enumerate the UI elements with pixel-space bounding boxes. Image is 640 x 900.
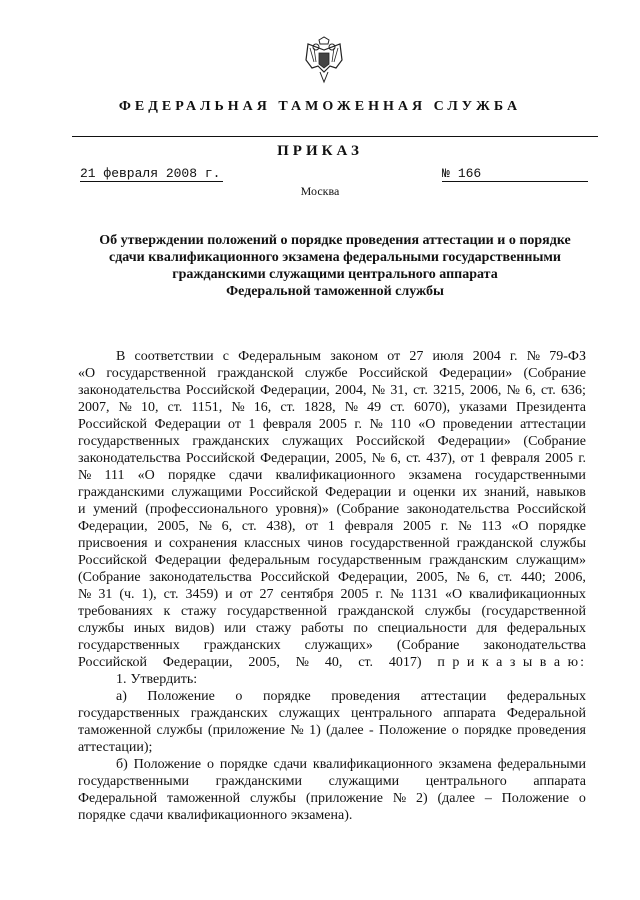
body-word: 4017) xyxy=(388,655,422,670)
body-word: Положение xyxy=(147,689,215,704)
body-word: законом xyxy=(330,349,379,364)
body-word: работы xyxy=(300,621,344,636)
body-word: 1. xyxy=(116,672,127,687)
body-word: Российской xyxy=(355,434,425,449)
body-word: № xyxy=(290,723,304,738)
body-line xyxy=(78,586,586,603)
body-word: от xyxy=(387,349,401,364)
body-word: 438), xyxy=(266,519,296,534)
body-word: порядке xyxy=(538,519,586,534)
body-line xyxy=(78,365,586,382)
body-word: 2005, xyxy=(416,570,448,585)
body-word: службы xyxy=(249,791,296,806)
body-word: (Собрание xyxy=(523,366,586,381)
body-word: Президента xyxy=(516,400,586,415)
body-word: Федерации» xyxy=(439,366,513,381)
body-text xyxy=(78,348,586,824)
body-line xyxy=(78,637,586,654)
body-word: порядке xyxy=(219,757,268,772)
body-word: 27 xyxy=(259,587,274,602)
body-word: порядке xyxy=(464,723,512,738)
body-line xyxy=(78,399,586,416)
body-word: 113 xyxy=(481,519,502,534)
body-word: 111 xyxy=(104,468,125,483)
order-title: ПРИКАЗ xyxy=(277,143,363,159)
body-word: навыков xyxy=(536,485,586,500)
body-word: о xyxy=(578,791,586,806)
body-word: (государственной xyxy=(481,604,586,619)
body-word: 31 xyxy=(98,587,113,602)
body-word: по xyxy=(353,621,368,636)
body-word: Федеральной xyxy=(78,791,158,806)
body-word: 2005 xyxy=(403,519,432,534)
body-word: Федерации xyxy=(154,553,222,568)
body-word: для xyxy=(476,621,498,636)
body-word: сдачи xyxy=(228,468,263,483)
body-word: порядке xyxy=(262,689,311,704)
body-word: 79-ФЗ xyxy=(549,349,586,364)
body-word: аттестации xyxy=(520,417,586,432)
body-word: гражданскими xyxy=(215,774,302,789)
body-word: 2004, xyxy=(334,383,367,398)
body-word: иных xyxy=(133,621,166,636)
body-word: «О xyxy=(418,417,436,432)
body-word: 2004 xyxy=(472,349,501,364)
body-word: а) xyxy=(116,689,127,704)
body-word: 6, xyxy=(525,383,536,398)
body-word: экзамена xyxy=(408,468,462,483)
body-word: Федерации, xyxy=(260,451,330,466)
title-line: Федеральной таможенной службы xyxy=(226,284,444,299)
body-line xyxy=(78,688,586,705)
body-word: № xyxy=(458,519,472,534)
body-word: квалификационного xyxy=(275,468,396,483)
body-line xyxy=(78,535,586,552)
body-word: ст. xyxy=(540,383,556,398)
body-word: Федерации xyxy=(325,485,392,500)
body-word: № xyxy=(526,349,541,364)
body-word: (Собрание xyxy=(523,434,586,449)
body-word: гражданских xyxy=(190,706,268,721)
body-word: Российской xyxy=(358,366,428,381)
body-word: Утвердить: xyxy=(130,672,198,687)
body-word: 437), xyxy=(426,451,456,466)
body-word: стажу xyxy=(181,604,217,619)
order-number: 166 xyxy=(457,166,482,181)
body-word: специальности xyxy=(377,621,467,636)
body-word: 1131 xyxy=(410,587,438,602)
body-word: знаний, xyxy=(484,485,530,500)
body-word: г. xyxy=(509,349,518,364)
body-word: аппарата xyxy=(533,774,586,789)
body-word: ст. xyxy=(280,400,296,415)
body-word: умений xyxy=(93,502,138,517)
body-line xyxy=(78,518,586,535)
body-word: 16, xyxy=(253,400,272,415)
body-line xyxy=(78,722,586,739)
body-word: 1) xyxy=(309,723,321,738)
body-word: 1 xyxy=(478,451,486,466)
body-word: № xyxy=(456,570,470,585)
body-word: служащими xyxy=(171,485,242,500)
body-word: к xyxy=(163,604,171,619)
body-word: (приложение xyxy=(305,791,383,806)
body-word: государственной xyxy=(349,536,450,551)
body-word: ст. xyxy=(241,519,257,534)
body-line xyxy=(78,603,586,620)
body-word: № xyxy=(371,451,386,466)
body-word: ст. xyxy=(406,451,421,466)
order-city: Москва xyxy=(300,184,340,198)
body-word: г. xyxy=(354,417,363,432)
body-word: сдачи xyxy=(273,757,308,772)
header-divider xyxy=(72,136,598,137)
body-word: аттестации); xyxy=(78,740,153,755)
body-word: № xyxy=(118,400,132,415)
body-word: и xyxy=(78,502,86,517)
body-word: февраля xyxy=(491,451,540,466)
body-word: с xyxy=(222,349,229,364)
body-line xyxy=(78,739,586,756)
document-title xyxy=(90,232,580,300)
body-word: федеральным xyxy=(228,553,310,568)
body-word: гражданскими xyxy=(78,485,165,500)
body-word: служащих xyxy=(278,706,340,721)
body-line xyxy=(78,484,586,501)
body-word: г. xyxy=(578,451,586,466)
body-line xyxy=(78,790,586,807)
title-line: сдачи квалификационного экзамена федеральными государственными xyxy=(109,250,561,265)
body-word: и xyxy=(225,587,233,602)
body-line xyxy=(78,654,586,671)
body-word: от xyxy=(239,587,253,602)
body-word: Российской xyxy=(249,485,319,500)
body-word: 1151, xyxy=(191,400,223,415)
body-word: Российской xyxy=(78,553,147,568)
body-line xyxy=(78,416,586,433)
body-word: 1 xyxy=(327,519,335,534)
body-word: квалификационного xyxy=(312,757,433,772)
body-word: 2006, xyxy=(469,383,502,398)
body-word: аппарата xyxy=(443,706,496,721)
body-word: государственной xyxy=(227,604,327,619)
body-word: 3215, xyxy=(433,383,465,398)
body-word: от xyxy=(460,451,474,466)
body-word: соответствии xyxy=(134,349,214,364)
body-word: № xyxy=(392,791,407,806)
body-line xyxy=(78,450,586,467)
body-word: № xyxy=(371,383,386,398)
body-word: – xyxy=(484,791,492,806)
body-word: 2005, xyxy=(335,451,367,466)
body-word: сентября xyxy=(280,587,334,602)
body-word: или xyxy=(224,621,247,636)
body-word: Федерации» xyxy=(437,434,511,449)
body-word: Российской xyxy=(260,570,330,585)
body-word: г. xyxy=(440,519,449,534)
body-word: (далее xyxy=(326,723,364,738)
body-word: гражданским xyxy=(429,553,509,568)
body-line xyxy=(78,348,586,365)
body-word: государственной xyxy=(106,366,207,381)
body-line xyxy=(78,501,586,518)
body-word: № xyxy=(506,383,520,398)
body-line xyxy=(78,467,586,484)
body-word: 1), xyxy=(141,587,157,602)
body-word: их xyxy=(462,485,478,500)
body-word: 636; xyxy=(560,383,586,398)
body-word: 2005 xyxy=(318,417,347,432)
body-word: февраля xyxy=(344,519,394,534)
body-word: проведения xyxy=(331,689,401,704)
body-word: гражданских xyxy=(192,434,270,449)
body-word: законодательства xyxy=(483,638,586,653)
body-word: 3459) xyxy=(185,587,219,602)
body-word: (Собрание xyxy=(78,570,141,585)
body-word: центрального xyxy=(425,774,507,789)
body-word: 2006, xyxy=(554,570,586,585)
body-line xyxy=(78,433,586,450)
body-word: № xyxy=(344,400,359,415)
body-word: аттестации xyxy=(420,689,487,704)
body-word: государственными xyxy=(78,774,190,789)
body-word: законодательства xyxy=(406,502,510,517)
agency-name: ФЕДЕРАЛЬНАЯ ТАМОЖЕННАЯ СЛУЖБА xyxy=(118,99,522,114)
body-word: государственных xyxy=(78,706,180,721)
body-word: служащим» xyxy=(515,553,586,568)
body-word: экзамена xyxy=(438,757,492,772)
body-word: б) xyxy=(116,757,128,772)
body-word: 49 xyxy=(367,400,382,415)
body-word: квалификационных xyxy=(469,587,586,602)
body-word: проведения xyxy=(517,723,586,738)
body-word: «О xyxy=(78,366,96,381)
body-word: оценки xyxy=(412,485,456,500)
body-word: от xyxy=(228,417,241,432)
body-word: Российской xyxy=(78,655,147,670)
body-word: присвоения xyxy=(78,536,148,551)
body-word: гражданской xyxy=(337,604,414,619)
body-word: «О xyxy=(511,519,529,534)
body-word: Федеральной xyxy=(506,706,586,721)
body-word: (приложение xyxy=(207,723,286,738)
body-word: 10, xyxy=(140,400,159,415)
body-word: 2005, xyxy=(157,519,189,534)
body-word: службе xyxy=(304,366,348,381)
body-line xyxy=(78,773,586,790)
body-word: служащими xyxy=(328,774,400,789)
body-word: требованиях xyxy=(78,604,153,619)
body-word: о xyxy=(207,757,215,772)
body-line xyxy=(78,382,586,399)
body-word: 27 xyxy=(409,349,424,364)
body-word: 2007, xyxy=(78,400,110,415)
body-word: «О xyxy=(137,468,155,483)
body-word: (Собрание xyxy=(336,502,400,517)
body-word: ст. xyxy=(163,587,179,602)
body-word: порядке xyxy=(78,808,126,823)
body-word: № xyxy=(295,655,310,670)
body-word: Положение xyxy=(378,723,447,738)
body-word: г. xyxy=(375,587,384,602)
body-word: Федерации, xyxy=(338,570,408,585)
body-word: Российской xyxy=(78,417,147,432)
body-word: 2) xyxy=(415,791,428,806)
body-word: видов) xyxy=(174,621,215,636)
body-word: государственных xyxy=(78,638,180,653)
body-word: уровня)» xyxy=(275,502,329,517)
body-word: Федерации, xyxy=(78,519,148,534)
body-word: ст. xyxy=(413,383,428,398)
body-word: 1828, xyxy=(304,400,336,415)
body-word: (далее xyxy=(437,791,476,806)
body-word: В xyxy=(116,349,126,364)
body-word: 6, xyxy=(478,570,489,585)
body-word: федеральных xyxy=(506,689,586,704)
body-word: гражданской xyxy=(456,536,533,551)
body-word: службы xyxy=(539,536,586,551)
body-word: - xyxy=(368,723,374,738)
order-date: 21 февраля 2008 г. xyxy=(80,166,223,182)
body-line xyxy=(78,671,586,688)
body-word: № xyxy=(78,587,92,602)
body-word: служащих xyxy=(282,434,344,449)
body-word: сдачи xyxy=(129,808,164,823)
body-word: № xyxy=(198,519,212,534)
body-word: Российской xyxy=(185,451,255,466)
body-word: Положение xyxy=(501,791,570,806)
body-word: № xyxy=(231,400,245,415)
body-word: порядке xyxy=(167,468,216,483)
body-word: таможенной xyxy=(166,791,241,806)
body-word: ст. xyxy=(167,400,183,415)
body-word: 2005 xyxy=(340,587,369,602)
body-word: таможенной xyxy=(78,723,152,738)
body-word: службы xyxy=(424,604,471,619)
body-word: Федерации, xyxy=(162,655,233,670)
body-word: Российской xyxy=(516,502,586,517)
body-word: гражданских xyxy=(203,638,281,653)
body-word: квалификационного xyxy=(167,808,288,823)
body-word: «О xyxy=(444,587,463,602)
body-line xyxy=(78,620,586,637)
body-word: 6070), xyxy=(413,400,451,415)
body-word: стажу xyxy=(255,621,292,636)
body-word: Положение xyxy=(133,757,202,772)
emblem-icon xyxy=(304,36,344,84)
body-word: службы xyxy=(156,723,203,738)
body-word: указами xyxy=(459,400,508,415)
number-sign: № xyxy=(442,166,450,181)
body-word: федеральных xyxy=(506,621,586,636)
body-word: законодательства xyxy=(149,570,252,585)
title-line: гражданскими служащими центрального аппарата xyxy=(172,267,498,282)
order-number-field xyxy=(442,166,588,182)
body-word: п р и к а з ы в а ю: xyxy=(437,655,586,670)
body-word: федеральными xyxy=(497,757,586,772)
body-line xyxy=(78,552,586,569)
body-word: от xyxy=(305,519,319,534)
body-word: гражданской xyxy=(217,366,294,381)
body-word: № xyxy=(369,417,383,432)
body-word: о xyxy=(451,723,459,738)
body-word: экзамена). xyxy=(291,808,353,823)
body-word: законодательства xyxy=(78,383,181,398)
body-word: Федерации xyxy=(154,417,221,432)
title-line: Об утверждении положений о порядке проведения аттестации и о порядке xyxy=(99,233,571,248)
body-word: государственным xyxy=(317,553,422,568)
body-word: № xyxy=(390,587,404,602)
body-word: служащих» xyxy=(304,638,373,653)
body-word: государственных xyxy=(78,434,180,449)
body-word: о xyxy=(235,689,243,704)
body-word: центрального xyxy=(351,706,433,721)
body-word: ст. xyxy=(497,570,513,585)
body-word: (Собрание xyxy=(396,638,460,653)
body-word: 40, xyxy=(324,655,343,670)
body-word: (профессионального xyxy=(145,502,268,517)
body-word: № xyxy=(78,468,92,483)
body-word: и xyxy=(154,536,162,551)
body-word: Федерации, xyxy=(260,383,330,398)
body-word: законодательства xyxy=(78,451,181,466)
body-line xyxy=(78,705,586,722)
body-word: 110 xyxy=(390,417,411,432)
body-word: февраля xyxy=(262,417,312,432)
body-word: 1 xyxy=(248,417,256,432)
body-word: сохранения xyxy=(168,536,238,551)
body-word: 6, xyxy=(390,451,401,466)
body-word: 2005 xyxy=(545,451,574,466)
body-word: 440; xyxy=(520,570,546,585)
body-word: и xyxy=(398,485,406,500)
body-word: 2005, xyxy=(248,655,280,670)
body-line xyxy=(78,807,586,824)
body-word: чинов xyxy=(307,536,344,551)
body-word: Российской xyxy=(185,383,255,398)
body-word: классных xyxy=(244,536,301,551)
body-word: проведении xyxy=(442,417,513,432)
body-word: ст. xyxy=(390,400,405,415)
body-line xyxy=(78,756,586,773)
body-word: Федеральным xyxy=(238,349,322,364)
body-word: службы xyxy=(78,621,125,636)
body-line xyxy=(78,569,586,586)
body-word: (ч. xyxy=(119,587,135,602)
body-word: государственными xyxy=(474,468,586,483)
body-word: ст. xyxy=(358,655,373,670)
body-word: 6, xyxy=(221,519,233,534)
body-word: июля xyxy=(432,349,464,364)
body-word: 31, xyxy=(390,383,408,398)
